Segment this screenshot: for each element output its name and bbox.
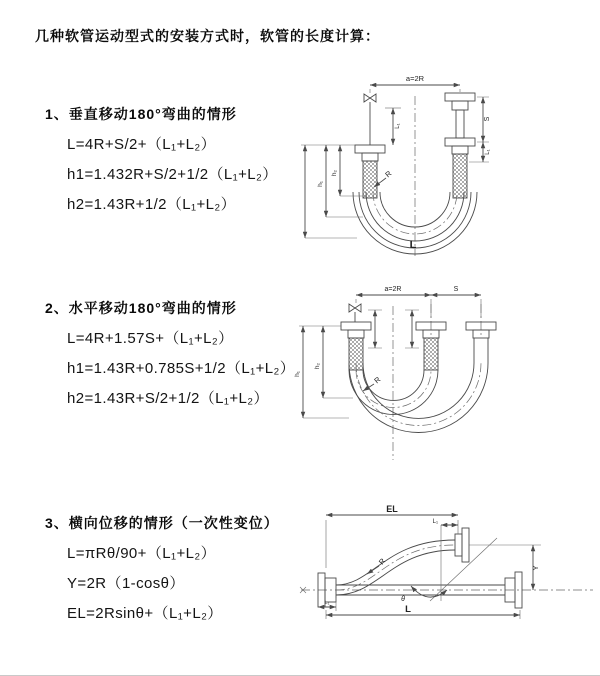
dim-label-h2: h₂	[314, 362, 321, 370]
section-3-formula-EL: EL=2Rsinθ+（L₁+L₂）	[67, 605, 223, 622]
dim-label-y: Y	[531, 565, 540, 571]
valve-icon	[349, 304, 361, 322]
dim-label-h1: h₁	[317, 181, 324, 187]
dimension-fitting-left	[385, 108, 401, 145]
dim-label-l1-right: L₁	[485, 149, 491, 155]
dim-label-l1-left: L₁	[395, 123, 401, 129]
section-1-formula-h1: h1=1.432R+S/2+1/2（L₁+L₂）	[67, 166, 278, 183]
dimension-fitting-left	[318, 598, 336, 611]
page-title: 几种软管运动型式的安装方式时，软管的长度计算：	[35, 28, 380, 44]
dimension-heights	[301, 145, 367, 238]
dim-label-a2r: a=2R	[405, 74, 425, 83]
dim-label-s: S	[453, 286, 459, 293]
dim-label-a2r: a=2R	[384, 286, 402, 293]
dimension-fittings	[368, 310, 419, 348]
angle-theta	[401, 538, 497, 603]
dim-label-l1-top: L₁	[432, 519, 438, 525]
dim-label-length: L	[405, 604, 411, 615]
diagram-vertical-180-bend	[293, 68, 593, 260]
dim-label-h2: h₂	[331, 169, 338, 177]
raised-flange	[455, 528, 541, 562]
dim-label-s: S	[484, 116, 491, 122]
dim-label-r: R	[376, 556, 388, 567]
dimension-length	[326, 604, 520, 619]
dimension-el	[326, 504, 458, 568]
section-2-formula-h1: h1=1.43R+0.785S+1/2（L₁+L₂）	[67, 360, 296, 377]
section-2-formula-h2: h2=1.43R+S/2+1/2（L₁+L₂）	[67, 390, 269, 407]
dimension-y	[531, 545, 540, 590]
left-flange-assembly	[341, 322, 371, 370]
diagram-lateral-offset	[293, 498, 600, 653]
section-2-formula-L: L=4R+1.57S+（L₁+L₂）	[67, 330, 234, 347]
leg-centerlines	[431, 304, 481, 336]
section-horizontal-travel	[45, 298, 295, 408]
dim-label-h1: h₁	[294, 371, 301, 377]
dim-label-el: EL	[386, 504, 398, 514]
dimension-fitting-top	[433, 519, 458, 601]
hose-u-bend	[349, 370, 438, 414]
valve-icon	[364, 94, 376, 145]
section-3-formula-Y: Y=2R（1-cosθ）	[67, 575, 185, 592]
hose-s-curve	[336, 540, 455, 595]
left-flange-assembly	[355, 145, 385, 198]
right-flange-assembly	[445, 93, 475, 198]
dim-label-l1-bottom: L₁	[324, 600, 330, 606]
dimension-stroke	[469, 97, 491, 162]
diagram-horizontal-180-bend	[293, 278, 598, 468]
section-1-formula-h2: h2=1.43R+1/2（L₁+L₂）	[67, 196, 237, 213]
section-2-heading: 2、水平移动180°弯曲的情形	[45, 300, 237, 316]
section-3-formula-L: L=πRθ/90+（L₁+L₂）	[67, 545, 216, 562]
dim-label-r: R	[383, 168, 394, 180]
dimension-heights	[294, 326, 353, 418]
dim-label-theta: θ	[401, 596, 405, 603]
section-lateral-offset	[45, 513, 279, 623]
section-3-heading: 3、横向位移的情形（一次性变位）	[45, 515, 279, 531]
section-1-heading: 1、垂直移动180°弯曲的情形	[45, 106, 237, 122]
dim-label-length: L	[409, 239, 417, 251]
dimension-span	[370, 74, 460, 93]
section-vertical-travel	[45, 104, 278, 214]
dim-label-r: R	[372, 374, 383, 386]
section-1-formula-L: L=4R+S/2+（L₁+L₂）	[67, 136, 217, 153]
